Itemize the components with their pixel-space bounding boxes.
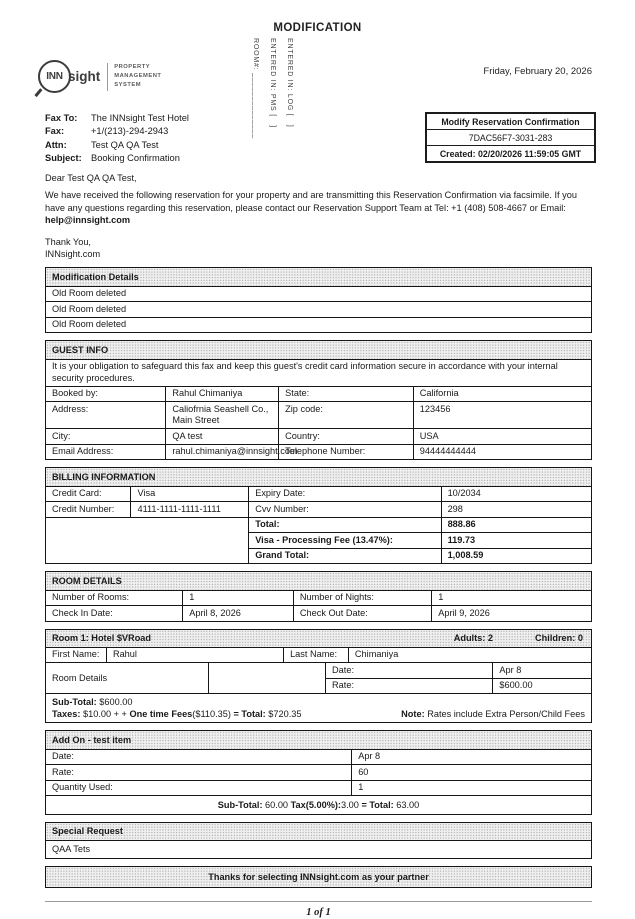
addon-quantity-label: Quantity Used: (52, 782, 113, 793)
room-count-row (46, 591, 591, 606)
addon-quantity-row (46, 780, 591, 796)
credit-card-value: Visa (130, 487, 248, 502)
addon-total-value: 63.00 (393, 799, 420, 810)
guest-info-header: GUEST INFO (46, 341, 591, 359)
confirmation-box (425, 112, 596, 163)
room1-section (45, 629, 592, 724)
children-count: Children: 0 (535, 633, 583, 644)
innsight-logo (38, 60, 161, 93)
subtotal-value: $600.00 (96, 697, 133, 708)
addon-date-label: Date: (52, 751, 74, 762)
modification-row-text: Old Room deleted (52, 288, 127, 299)
subject-label: Subject: (45, 153, 82, 164)
addon-subtotal-label: Sub-Total: (217, 799, 263, 810)
room1-total-value: $720.35 (265, 709, 302, 720)
fax-to-row (45, 112, 189, 125)
entered-in-log-stamp: ENTERED IN: LOG [ ] (286, 38, 293, 128)
booked-by-label: Booked by: (52, 388, 98, 399)
logo-tagline (114, 63, 161, 90)
addon-section (45, 730, 592, 814)
subtotal-label: Sub-Total: (52, 697, 97, 708)
logo-divider (107, 63, 108, 91)
addon-tax-value: 3.00 (341, 799, 362, 810)
address-label: Address: (52, 403, 89, 414)
number-of-rooms-label: Number of Rooms: (52, 592, 130, 603)
confirmation-box-title: Modify Reservation Confirmation (441, 116, 580, 127)
reservation-id: 7DAC56F7-3031-283 (427, 129, 594, 145)
logo-sight-text: sight (68, 69, 101, 84)
room1-subtotal-line (52, 696, 302, 708)
check-dates-row (46, 605, 591, 621)
one-time-fees-value: ($110.35) (192, 709, 234, 720)
room1-rate-value: $600.00 (492, 678, 591, 694)
email-label: Email Address: (52, 446, 114, 457)
billing-row-number (46, 501, 591, 517)
billing-empty-cell (46, 518, 248, 564)
total-value: 888.86 (441, 518, 591, 533)
partner-thanks-bar: Thanks for selecting INNsight.com as your partner (45, 866, 592, 888)
last-name-label: Last Name: (283, 648, 348, 663)
fax-to-value: The INNsight Test Hotel (91, 113, 190, 123)
addon-date-value: Apr 8 (351, 750, 591, 765)
number-of-nights-label: Number of Nights: (293, 591, 431, 606)
guest-row-email (46, 444, 591, 460)
addon-rate-label: Rate: (52, 766, 74, 777)
country-label: Country: (278, 429, 413, 444)
billing-section (45, 467, 592, 564)
modification-details-header: Modification Details (46, 268, 591, 286)
room1-totals (52, 696, 302, 720)
billing-row-card (46, 487, 591, 502)
one-time-fees-label: One time Fees (129, 709, 193, 720)
addon-quantity-value: 1 (351, 781, 591, 796)
address-value: Caliofrnia Seashell Co., Main Street (165, 402, 278, 428)
modification-row (46, 287, 591, 302)
modification-row (46, 317, 591, 333)
modification-row (46, 301, 591, 317)
fax-header-block (45, 112, 189, 166)
attn-value: Test QA QA Test (91, 139, 159, 150)
modification-details-section (45, 267, 592, 333)
room1-occupancy (454, 632, 585, 644)
state-value: California (413, 387, 591, 402)
document-date: Friday, February 20, 2026 (483, 66, 592, 77)
email-value: rahul.chimaniya@innsight.com (165, 445, 278, 460)
grand-total-value: 1,008.59 (441, 548, 591, 564)
total-label: Total: (248, 518, 440, 533)
document-body (45, 172, 592, 919)
guest-row-address (46, 401, 591, 428)
room1-empty-cell (208, 663, 325, 693)
last-name-value: Chimaniya (348, 648, 591, 663)
cvv-label: Cvv Number: (248, 502, 440, 517)
expiry-label: Expiry Date: (248, 487, 440, 502)
created-timestamp: Created: 02/20/2026 11:59:05 GMT (427, 145, 594, 161)
special-request-value: QAA Tets (52, 844, 91, 855)
billing-header: BILLING INFORMATION (46, 468, 591, 486)
letter-body-text: We have received the following reservation for your property and are transmitting this Reservation Confirmation via facsimile. If you have any questions regarding this reservation, please contact our Reservation Support Team at Tel: +1 (408) 508-4667 or Email: (45, 190, 577, 213)
guest-security-note (46, 360, 591, 386)
processing-fee-value: 119.73 (441, 532, 591, 548)
page-number: 1 of 1 (306, 907, 331, 918)
taxes-label: Taxes: (52, 709, 81, 720)
guest-row-city (46, 428, 591, 444)
support-email: help@innsight.com (45, 215, 131, 226)
room1-title: Room 1: Hotel $VRoad (52, 633, 152, 644)
signature-line: INNsight.com (45, 249, 101, 260)
document-title: MODIFICATION (273, 22, 362, 34)
zip-value: 123456 (413, 402, 591, 428)
telephone-label: Telephone Number: (278, 445, 413, 460)
note-text: Rates include Extra Person/Child Fees (424, 709, 585, 720)
addon-rate-value: 60 (351, 765, 591, 780)
zip-label: Zip code: (278, 402, 413, 428)
logo-inn-text: INN (38, 60, 71, 93)
room1-note (401, 708, 585, 720)
room-number-stamp: ROOM#: ______________ (252, 38, 259, 139)
thank-you-line: Thank You, (45, 236, 91, 247)
tagline-line: PROPERTY (114, 64, 151, 71)
guest-security-note-text: It is your obligation to safeguard this fax and keep this guest's credit card information secure in accordance with your internal security procedures. (52, 361, 558, 383)
fax-value: +1/(213)-294-2943 (91, 126, 169, 137)
office-stamp-block (252, 38, 293, 139)
telephone-value: 94444444444 (413, 445, 591, 460)
room1-footer (46, 693, 591, 722)
credit-card-label: Credit Card: (52, 488, 102, 499)
letter-paragraph (45, 189, 592, 226)
credit-number-label: Credit Number: (52, 503, 115, 514)
room1-taxes-line (52, 708, 302, 720)
addon-subtotal-value: 60.00 (262, 799, 291, 810)
check-in-value: April 8, 2026 (182, 606, 293, 621)
room-details-header: ROOM DETAILS (46, 572, 591, 590)
fax-label: Fax: (45, 126, 65, 137)
first-name-label: First Name: (52, 649, 100, 660)
fax-to-label: Fax To: (45, 113, 78, 123)
room1-name-row (46, 648, 591, 663)
number-of-rooms-value: 1 (182, 591, 293, 606)
first-name-value: Rahul (106, 648, 283, 663)
special-request-header: Special Request (46, 823, 591, 841)
country-value: USA (413, 429, 591, 444)
tagline-line: SYSTEM (114, 81, 142, 88)
footer-divider (45, 901, 592, 902)
billing-totals (46, 517, 591, 564)
subject-row (45, 152, 189, 165)
room1-date-label: Date: (325, 663, 492, 678)
check-out-label: Check Out Date: (293, 606, 431, 621)
state-label: State: (278, 387, 413, 402)
credit-number-value: 4111-1111-1111-1111 (130, 502, 248, 517)
guest-info-section (45, 340, 592, 460)
addon-date-row (46, 750, 591, 765)
subject-value: Booking Confirmation (91, 153, 180, 164)
adults-count: Adults: 2 (453, 633, 494, 644)
cvv-value: 298 (441, 502, 591, 517)
note-label: Note: (401, 709, 425, 720)
room1-rate-label: Rate: (325, 678, 492, 694)
addon-rate-row (46, 764, 591, 780)
addon-total-label: = Total: (361, 799, 394, 810)
entered-in-pms-stamp: ENTERED IN: PMS [ ] (269, 38, 276, 128)
addon-total-line (46, 795, 591, 813)
guest-row-booked-by (46, 386, 591, 402)
addon-header: Add On - test item (46, 731, 591, 749)
check-out-value: April 9, 2026 (431, 606, 591, 621)
magnifier-handle (34, 88, 42, 97)
room-details-section (45, 571, 592, 621)
letter-block (45, 172, 592, 260)
room1-header (46, 630, 591, 648)
room1-rate-grid (46, 662, 591, 693)
number-of-nights-value: 1 (431, 591, 591, 606)
room-details-cell-label: Room Details (52, 672, 108, 683)
expiry-value: 10/2034 (441, 487, 591, 502)
fax-number-row (45, 125, 189, 138)
processing-fee-label: Visa - Processing Fee (13.47%): (248, 532, 440, 548)
modification-row-text: Old Room deleted (52, 303, 127, 314)
check-in-label: Check In Date: (52, 607, 113, 618)
tagline-line: MANAGEMENT (114, 73, 162, 79)
salutation: Dear Test QA QA Test, (45, 173, 137, 183)
room1-total-label: = Total: (233, 709, 266, 720)
taxes-value: $10.00 + + (80, 709, 130, 720)
booked-by-value: Rahul Chimaniya (165, 387, 278, 402)
attn-row (45, 139, 189, 152)
city-value: QA test (165, 429, 278, 444)
addon-tax-label: Tax(5.00%): (290, 799, 341, 810)
magnifier-lens-icon (38, 60, 71, 93)
grand-total-label: Grand Total: (248, 548, 440, 564)
city-label: City: (52, 430, 71, 441)
special-request-section (45, 822, 592, 859)
attn-label: Attn: (45, 139, 67, 150)
room1-date-value: Apr 8 (492, 663, 591, 678)
modification-row-text: Old Room deleted (52, 319, 127, 330)
